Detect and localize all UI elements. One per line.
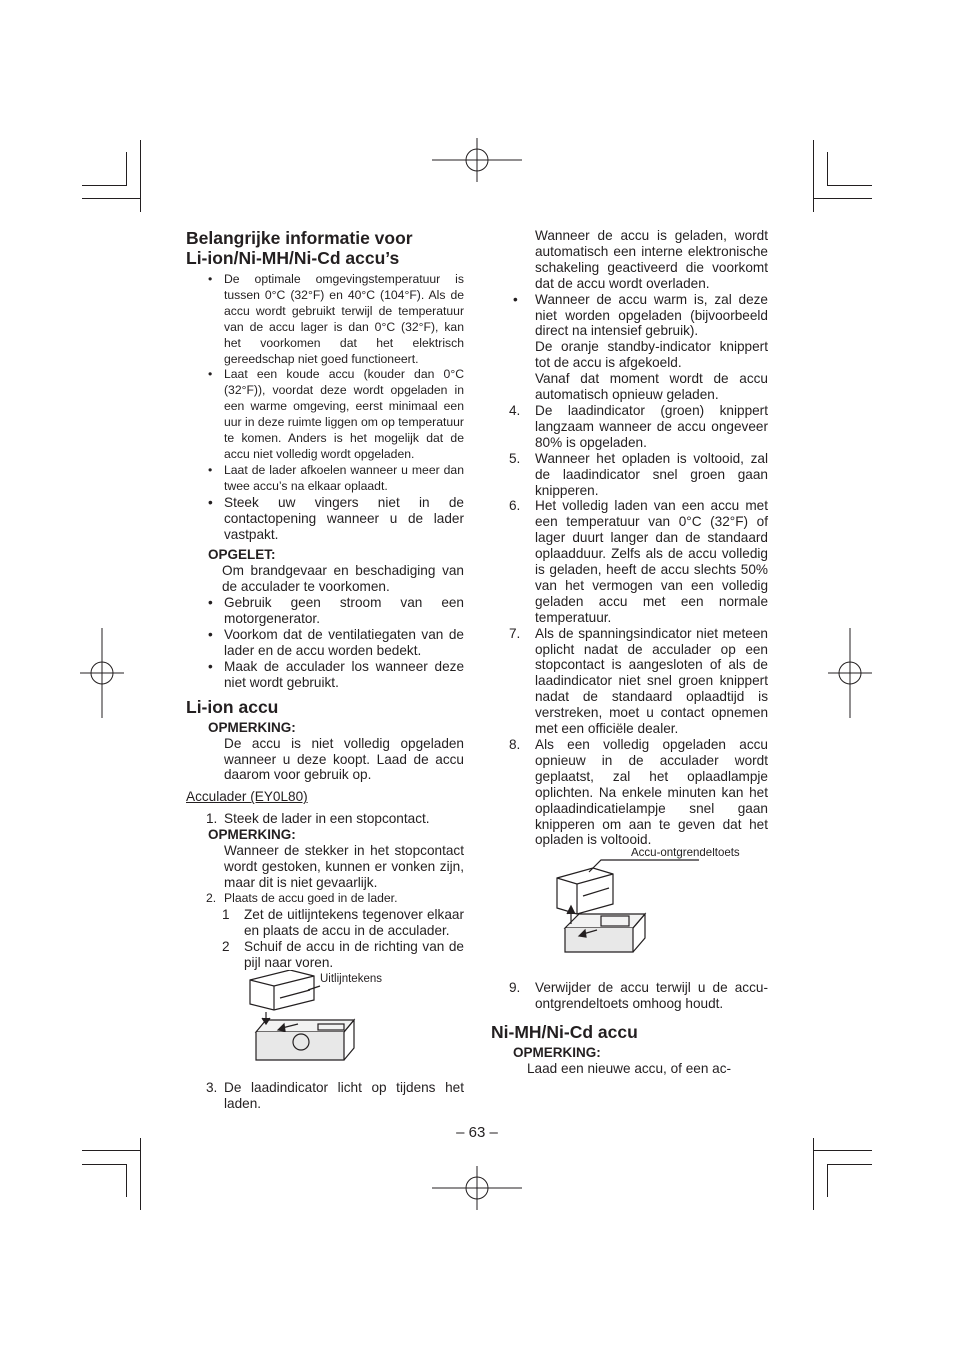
alignment-callout: Uitlijntekens: [320, 973, 382, 986]
list-item: • Laat een koude accu (kouder dan 0°C (32°F)), voordat deze wordt opgeladen in een warme omgeving, eerst minimaal een uur in deze ruimte liggen om op temperatuur te komen. Anders is het mogelijk dat de accu niet volledig wordt opgeladen.: [208, 367, 464, 461]
list-item: • Voorkom dat de ventilatiegaten van de lader en de accu worden bedekt.: [208, 627, 464, 658]
caution-heading: OPGELET:: [208, 547, 276, 563]
figure-battery-release: [509, 848, 768, 968]
page-number: – 63 –: [456, 1124, 498, 1141]
registration-mark-left: [80, 628, 124, 718]
list-item-continued: De oranje standby-indicator knippert tot de accu is afgekoeld.: [535, 339, 768, 371]
right-column: [491, 228, 768, 1077]
step-item: 4. De laadindicator (groen) knippert langzaam wanneer de accu ongeveer 80% is opgeladen.: [509, 402, 768, 450]
crop-mark: [82, 1150, 141, 1151]
crop-mark: [82, 1164, 127, 1165]
list-item-continued: Vanaf dat moment wordt de accu automatisch opnieuw geladen.: [535, 371, 768, 403]
note-text: De accu is niet volledig opgeladen wanneer u deze koopt. Laad de accu daarom voor gebruik op.: [224, 735, 464, 783]
left-column: [186, 228, 464, 1112]
list-item: • Steek uw vingers niet in de contactopening wanneer u de lader vastpakt.: [208, 494, 464, 542]
step-item: 1. Steek de lader in een stopcontact.: [206, 811, 430, 827]
step-item: 5. Wanneer het opladen is voltooid, zal de laadindicator snel groen gaan knipperen.: [509, 450, 768, 498]
note-text: Laad een nieuwe accu, of een ac-: [527, 1061, 732, 1077]
release-button-callout: Accu-ontgrendeltoets: [631, 848, 740, 860]
step-item: 3. De laadindicator licht op tijdens het laden.: [206, 1080, 464, 1112]
battery-release-illustration: [509, 848, 768, 968]
figure-charger-insert: [186, 970, 464, 1074]
caution-text: Om brandgevaar en beschadiging van de acculader te voorkomen.: [222, 563, 464, 595]
section-title: Belangrijke informatie voor Li-ion/Ni-MH/Ni-Cd accu’s: [186, 228, 413, 268]
list-item: • Maak de acculader los wanneer deze niet wordt gebruikt.: [208, 658, 464, 690]
note-heading: OPMERKING:: [208, 827, 296, 843]
note-heading: OPMERKING:: [513, 1045, 601, 1061]
crop-mark: [82, 198, 141, 199]
step-item: 9. Verwijder de accu terwijl u de accu-ontgrendeltoets omhoog houdt.: [509, 980, 768, 1012]
registration-mark-bottom: [432, 1166, 522, 1210]
crop-mark: [140, 1138, 141, 1210]
list-item: • De optimale omgevingstemperatuur is tussen 0°C (32°F) en 40°C (104°F). Als de accu wordt gebruikt terwijl de temperatuur van de accu lager is dan 0°C (32°F), kan het voorkomen dat het elektrisch gereedschap niet goed functioneert.: [208, 272, 464, 366]
note-text: Wanneer de stekker in het stopcontact wordt gestoken, kunnen er vonken zijn, maar dit is niet gevaarlijk.: [224, 843, 464, 890]
registration-mark-top: [432, 138, 522, 182]
crop-mark: [82, 185, 127, 186]
crop-mark: [813, 1138, 814, 1210]
step-item: 6. Het volledig laden van een accu met een temperatuur van 0°C (32°F) of lager duurt langer dan de standaard oplaadduur. Zelfs als de accu volledig is geladen, heeft de accu slechts 50% van het vermogen van een volledig geladen accu met een normale temperatuur.: [509, 498, 768, 625]
crop-mark: [126, 1164, 127, 1197]
step-item: 2. Plaats de accu goed in de lader.: [206, 890, 398, 905]
crop-mark: [126, 152, 127, 185]
list-item: • Laat de lader afkoelen wanneer u meer dan twee accu’s na elkaar oplaadt.: [208, 462, 464, 493]
crop-mark: [813, 198, 872, 199]
note-heading: OPMERKING:: [208, 719, 296, 735]
crop-mark: [140, 140, 141, 212]
crop-mark: [827, 1164, 828, 1197]
substep-item: 2 Schuif de accu in de richting van de pijl naar voren.: [222, 938, 464, 970]
list-item: • Wanneer de accu warm is, zal deze niet worden opgeladen (bijvoorbeeld direct na intensief gebruik).: [513, 291, 768, 339]
list-item: • Gebruik geen stroom van een motorgenerator.: [208, 595, 464, 627]
crop-mark: [827, 1164, 872, 1165]
continued-text: Wanneer de accu is geladen, wordt automatisch een interne elektronische schakeling geactiveerd die voorkomt dat de accu wordt overladen.: [535, 228, 768, 291]
nimh-heading: Ni-MH/Ni-Cd accu: [491, 1022, 638, 1043]
crop-mark: [827, 152, 828, 185]
crop-mark: [813, 1150, 872, 1151]
step-item: 7. Als de spanningsindicator niet meteen oplicht nadat de acculader op een stopcontact is aangesloten of als de laadindicator niet snel groen knippert nadat de standaard oplaadtijd is verstreken, moet u contact opnemen met een officiële dealer.: [509, 625, 768, 737]
charger-label: Acculader (EY0L80): [186, 789, 308, 805]
charger-insert-illustration: [186, 970, 464, 1074]
substep-item: 1 Zet de uitlijntekens tegenover elkaar en plaats de accu in de acculader.: [222, 906, 464, 938]
crop-mark: [827, 185, 872, 186]
crop-mark: [813, 140, 814, 212]
step-item: 8. Als een volledig opgeladen accu opnieuw in de acculader wordt geplaatst, zal het oplaadlampje oplichten. Na enkele minuten kan het oplaadindicatielampje snel gaan knipperen om aan te geven dat het opladen is voltooid.: [509, 737, 768, 848]
liion-heading: Li-ion accu: [186, 696, 279, 717]
registration-mark-right: [828, 628, 872, 718]
